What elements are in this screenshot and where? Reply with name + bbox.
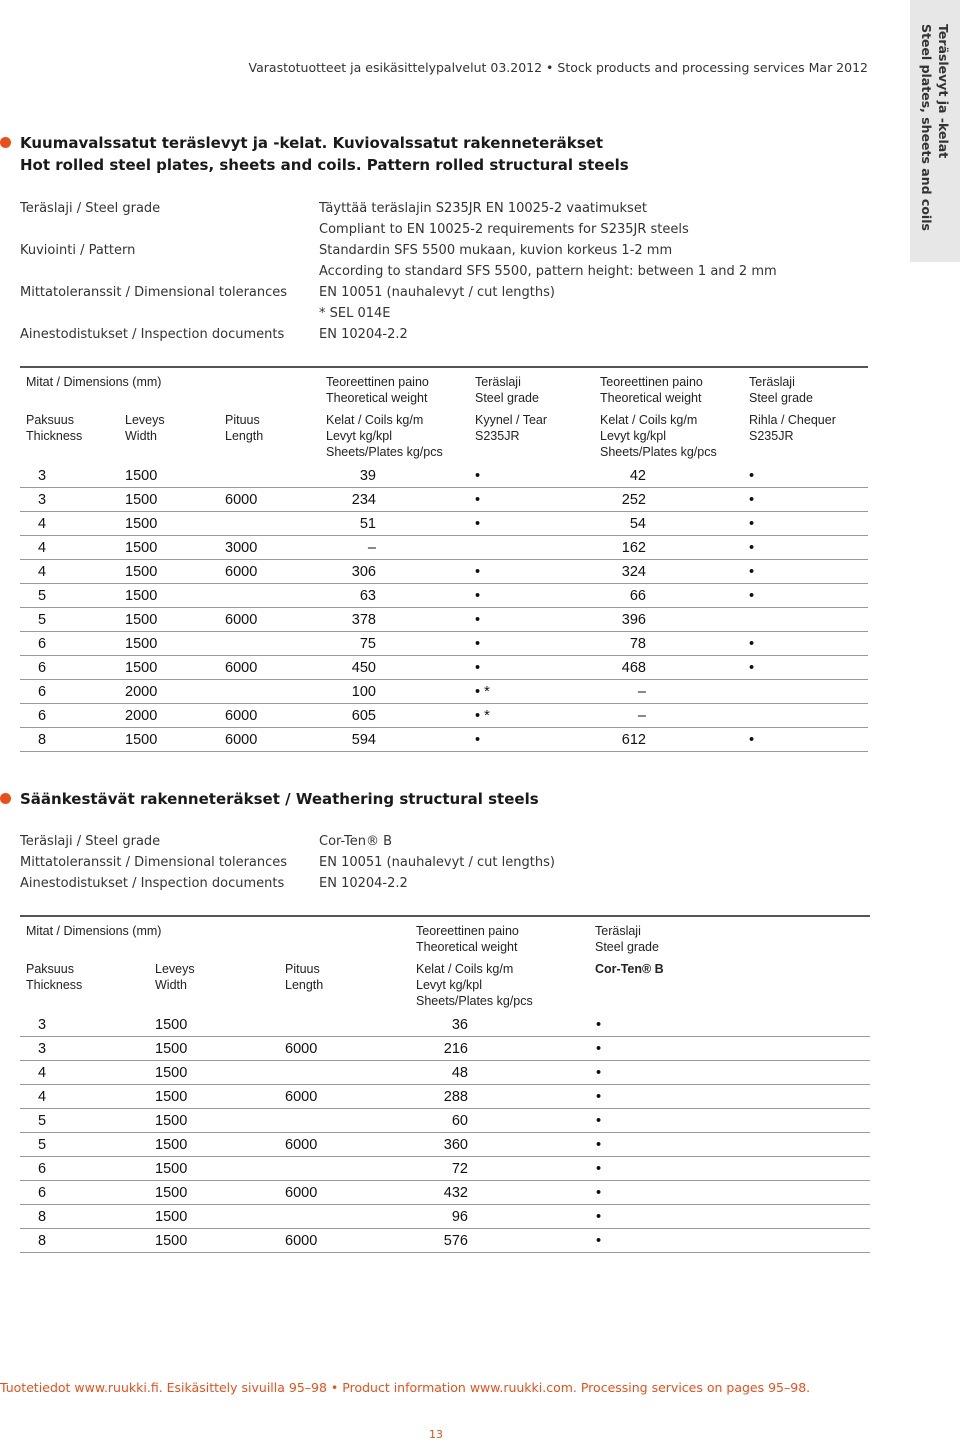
cell-width: 1500	[125, 588, 158, 604]
cell-thickness: 3	[38, 1041, 47, 1057]
table-body	[20, 1013, 870, 1253]
cell-weight-tear: –	[367, 540, 376, 556]
spec-label: Teräslaji / Steel grade	[20, 834, 161, 849]
cell-grade: •	[596, 1113, 602, 1129]
cell-grade-chequer: •	[749, 636, 755, 652]
cell-weight-chequer: 324	[621, 564, 646, 580]
cell-grade: •	[596, 1065, 602, 1081]
cell-width: 1500	[155, 1017, 188, 1033]
spec-value: Cor-Ten® B	[319, 834, 393, 849]
cell-grade-chequer: •	[749, 588, 755, 604]
cell-width: 1500	[125, 540, 158, 556]
cell-weight-tear: 234	[351, 492, 376, 508]
cell-weight-chequer: –	[637, 708, 646, 724]
cell-weight-tear: 378	[351, 612, 376, 628]
cell-thickness: 3	[38, 492, 47, 508]
side-tab-line-fi: Teräslevyt ja -kelat	[936, 24, 951, 159]
cell-width: 1500	[155, 1065, 188, 1081]
cell-thickness: 6	[38, 1161, 47, 1177]
cell-width: 1500	[155, 1233, 188, 1249]
cell-thickness: 4	[38, 1089, 47, 1105]
cell-thickness: 5	[38, 1113, 47, 1129]
cell-grade: •	[596, 1041, 602, 1057]
cell-thickness: 8	[38, 1233, 47, 1249]
header-weight-units: Kelat / Coils kg/m Levyt kg/kpl Sheets/Plates kg/pcs	[416, 962, 533, 1008]
table-header	[20, 917, 870, 1013]
cell-weight-chequer: 54	[629, 516, 646, 532]
cell-weight-chequer: 396	[621, 612, 646, 628]
table-row	[20, 560, 868, 584]
bullet-icon	[0, 137, 11, 148]
cell-grade-tear: •	[475, 660, 481, 676]
cell-length: 6000	[285, 1233, 318, 1249]
spec-label: Mittatoleranssit / Dimensional tolerances	[20, 855, 288, 870]
cell-thickness: 5	[38, 612, 47, 628]
table-row	[20, 1109, 870, 1133]
cell-width: 2000	[125, 708, 158, 724]
table-row	[20, 728, 868, 752]
header-steel-grade: Teräslaji Steel grade	[749, 375, 813, 405]
spec-value: Compliant to EN 10025-2 requirements for S235JR steels	[319, 222, 689, 237]
table-row	[20, 1157, 870, 1181]
cell-thickness: 4	[38, 540, 47, 556]
cell-thickness: 6	[38, 636, 47, 652]
table-row	[20, 512, 868, 536]
side-tab-label	[918, 24, 952, 231]
spec-value: EN 10204-2.2	[319, 876, 408, 891]
table-row	[20, 1037, 870, 1061]
cell-grade: •	[596, 1209, 602, 1225]
cell-weight: 60	[451, 1113, 468, 1129]
cell-thickness: 4	[38, 516, 47, 532]
cell-weight: 216	[443, 1041, 468, 1057]
cell-width: 1500	[155, 1041, 188, 1057]
cell-weight-tear: 51	[359, 516, 376, 532]
table-row	[20, 536, 868, 560]
table-hot-rolled	[20, 366, 868, 752]
spec-list-hot-rolled	[20, 198, 880, 345]
table-row	[20, 464, 868, 488]
table-row	[20, 1085, 870, 1109]
cell-width: 1500	[155, 1113, 188, 1129]
cell-grade-chequer: •	[749, 564, 755, 580]
header-grade-chequer: Rihla / Chequer S235JR	[749, 413, 836, 443]
cell-weight-chequer: 162	[621, 540, 646, 556]
cell-width: 1500	[155, 1185, 188, 1201]
cell-length: 3000	[225, 540, 258, 556]
page-header: Varastotuotteet ja esikäsittelypalvelut 03.2012 • Stock products and processing services Mar 2012	[248, 60, 868, 75]
header-length: Pituus Length	[285, 962, 324, 992]
spec-label: Ainestodistukset / Inspection documents	[20, 327, 285, 342]
cell-width: 1500	[125, 492, 158, 508]
cell-weight-chequer: –	[637, 684, 646, 700]
cell-weight: 576	[443, 1233, 468, 1249]
header-dimensions: Mitat / Dimensions (mm)	[26, 924, 162, 938]
header-weight-units: Kelat / Coils kg/m Levyt kg/kpl Sheets/Plates kg/pcs	[600, 413, 717, 459]
table-row	[20, 1133, 870, 1157]
cell-thickness: 8	[38, 732, 47, 748]
header-theoretical-weight: Teoreettinen paino Theoretical weight	[416, 924, 519, 954]
spec-label: Ainestodistukset / Inspection documents	[20, 876, 285, 891]
cell-grade-tear: • *	[475, 708, 490, 724]
table-header	[20, 368, 868, 464]
cell-width: 1500	[125, 612, 158, 628]
cell-weight-tear: 100	[351, 684, 376, 700]
cell-thickness: 4	[38, 1065, 47, 1081]
cell-thickness: 6	[38, 1185, 47, 1201]
table-row	[20, 656, 868, 680]
table-row	[20, 1061, 870, 1085]
cell-weight-tear: 605	[351, 708, 376, 724]
header-steel-grade: Teräslaji Steel grade	[595, 924, 659, 954]
cell-width: 1500	[155, 1137, 188, 1153]
cell-grade-chequer: •	[749, 540, 755, 556]
cell-grade-tear: •	[475, 636, 481, 652]
cell-grade: •	[596, 1017, 602, 1033]
cell-thickness: 3	[38, 468, 47, 484]
cell-weight-tear: 63	[359, 588, 376, 604]
cell-grade-chequer: •	[749, 516, 755, 532]
cell-weight-chequer: 78	[629, 636, 646, 652]
cell-grade-tear: •	[475, 516, 481, 532]
cell-grade-chequer: •	[749, 492, 755, 508]
cell-thickness: 6	[38, 708, 47, 724]
header-grade-corten: Cor-Ten® B	[595, 962, 664, 976]
spec-label: Kuviointi / Pattern	[20, 243, 136, 258]
cell-length: 6000	[225, 612, 258, 628]
cell-length: 6000	[285, 1185, 318, 1201]
cell-weight-tear: 75	[359, 636, 376, 652]
cell-weight: 72	[451, 1161, 468, 1177]
cell-length: 6000	[225, 708, 258, 724]
cell-weight: 288	[443, 1089, 468, 1105]
header-width: Leveys Width	[155, 962, 195, 992]
table-row	[20, 680, 868, 704]
cell-weight-tear: 594	[351, 732, 376, 748]
cell-thickness: 3	[38, 1017, 47, 1033]
cell-grade: •	[596, 1161, 602, 1177]
cell-length: 6000	[285, 1041, 318, 1057]
table-row	[20, 488, 868, 512]
cell-grade-tear: •	[475, 492, 481, 508]
cell-grade-tear: •	[475, 588, 481, 604]
cell-thickness: 5	[38, 588, 47, 604]
side-tab[interactable]	[910, 0, 960, 262]
header-steel-grade: Teräslaji Steel grade	[475, 375, 539, 405]
bullet-icon	[0, 793, 11, 804]
table-row	[20, 1229, 870, 1253]
cell-weight-tear: 450	[351, 660, 376, 676]
cell-width: 1500	[155, 1209, 188, 1225]
cell-width: 1500	[125, 564, 158, 580]
cell-weight: 432	[443, 1185, 468, 1201]
cell-length: 6000	[225, 492, 258, 508]
section-title-line: Kuumavalssatut teräslevyt ja -kelat. Kuviovalssatut rakenneteräkset	[20, 134, 604, 152]
cell-weight: 48	[451, 1065, 468, 1081]
header-dimensions: Mitat / Dimensions (mm)	[26, 375, 162, 389]
cell-width: 1500	[155, 1089, 188, 1105]
header-thickness: Paksuus Thickness	[26, 962, 83, 992]
cell-grade-tear: • *	[475, 684, 490, 700]
cell-grade-chequer: •	[749, 732, 755, 748]
cell-width: 1500	[125, 516, 158, 532]
cell-weight: 36	[451, 1017, 468, 1033]
cell-grade: •	[596, 1089, 602, 1105]
table-row	[20, 608, 868, 632]
cell-weight: 96	[451, 1209, 468, 1225]
spec-list-weathering	[20, 831, 880, 894]
spec-value: EN 10051 (nauhalevyt / cut lengths)	[319, 285, 555, 300]
cell-grade-chequer: •	[749, 468, 755, 484]
section-title-hot-rolled	[20, 132, 629, 176]
cell-weight-tear: 306	[351, 564, 376, 580]
header-thickness: Paksuus Thickness	[26, 413, 83, 443]
cell-weight-chequer: 42	[629, 468, 646, 484]
cell-weight-chequer: 468	[621, 660, 646, 676]
spec-value: According to standard SFS 5500, pattern height: between 1 and 2 mm	[319, 264, 777, 279]
cell-width: 1500	[125, 468, 158, 484]
table-weathering	[20, 915, 870, 1253]
cell-grade-tear: •	[475, 732, 481, 748]
cell-length: 6000	[225, 660, 258, 676]
header-weight-units: Kelat / Coils kg/m Levyt kg/kpl Sheets/Plates kg/pcs	[326, 413, 443, 459]
footer-note: Tuotetiedot www.ruukki.fi. Esikäsittely sivuilla 95–98 • Product information www.ruukki.com. Processing services on pages 95–98.	[0, 1380, 811, 1395]
section-title-line: Hot rolled steel plates, sheets and coils. Pattern rolled structural steels	[20, 156, 629, 174]
cell-length: 6000	[285, 1137, 318, 1153]
cell-grade: •	[596, 1185, 602, 1201]
table-row	[20, 1181, 870, 1205]
cell-grade: •	[596, 1233, 602, 1249]
spec-label: Teräslaji / Steel grade	[20, 201, 161, 216]
spec-value: Standardin SFS 5500 mukaan, kuvion korkeus 1-2 mm	[319, 243, 673, 258]
cell-length: 6000	[225, 564, 258, 580]
cell-weight-chequer: 252	[621, 492, 646, 508]
table-body	[20, 464, 868, 752]
cell-weight-chequer: 612	[621, 732, 646, 748]
spec-label: Mittatoleranssit / Dimensional tolerances	[20, 285, 288, 300]
cell-width: 2000	[125, 684, 158, 700]
spec-value: EN 10204-2.2	[319, 327, 408, 342]
header-grade-tear: Kyynel / Tear S235JR	[475, 413, 548, 443]
cell-thickness: 5	[38, 1137, 47, 1153]
cell-width: 1500	[125, 636, 158, 652]
cell-grade-chequer: •	[749, 660, 755, 676]
table-row	[20, 632, 868, 656]
cell-width: 1500	[125, 660, 158, 676]
table-row	[20, 1013, 870, 1037]
cell-weight-chequer: 66	[629, 588, 646, 604]
cell-thickness: 6	[38, 660, 47, 676]
page-number: 13	[429, 1428, 443, 1441]
cell-grade-tear: •	[475, 612, 481, 628]
spec-value: * SEL 014E	[319, 306, 391, 321]
cell-weight-tear: 39	[359, 468, 376, 484]
section-title-line: Säänkestävät rakenneteräkset / Weathering structural steels	[20, 790, 539, 808]
section-title-weathering	[20, 788, 539, 810]
cell-thickness: 8	[38, 1209, 47, 1225]
cell-length: 6000	[225, 732, 258, 748]
cell-thickness: 4	[38, 564, 47, 580]
header-width: Leveys Width	[125, 413, 165, 443]
cell-length: 6000	[285, 1089, 318, 1105]
cell-width: 1500	[155, 1161, 188, 1177]
cell-grade-tear: •	[475, 564, 481, 580]
table-row	[20, 584, 868, 608]
side-tab-line-en: Steel plates, sheets and coils	[919, 24, 934, 231]
cell-width: 1500	[125, 732, 158, 748]
spec-value: Täyttää teräslajin S235JR EN 10025-2 vaatimukset	[319, 201, 647, 216]
header-theoretical-weight: Teoreettinen paino Theoretical weight	[600, 375, 703, 405]
cell-grade-tear: •	[475, 468, 481, 484]
cell-weight: 360	[443, 1137, 468, 1153]
cell-grade: •	[596, 1137, 602, 1153]
table-row	[20, 704, 868, 728]
table-row	[20, 1205, 870, 1229]
header-length: Pituus Length	[225, 413, 264, 443]
spec-value: EN 10051 (nauhalevyt / cut lengths)	[319, 855, 555, 870]
cell-thickness: 6	[38, 684, 47, 700]
header-theoretical-weight: Teoreettinen paino Theoretical weight	[326, 375, 429, 405]
